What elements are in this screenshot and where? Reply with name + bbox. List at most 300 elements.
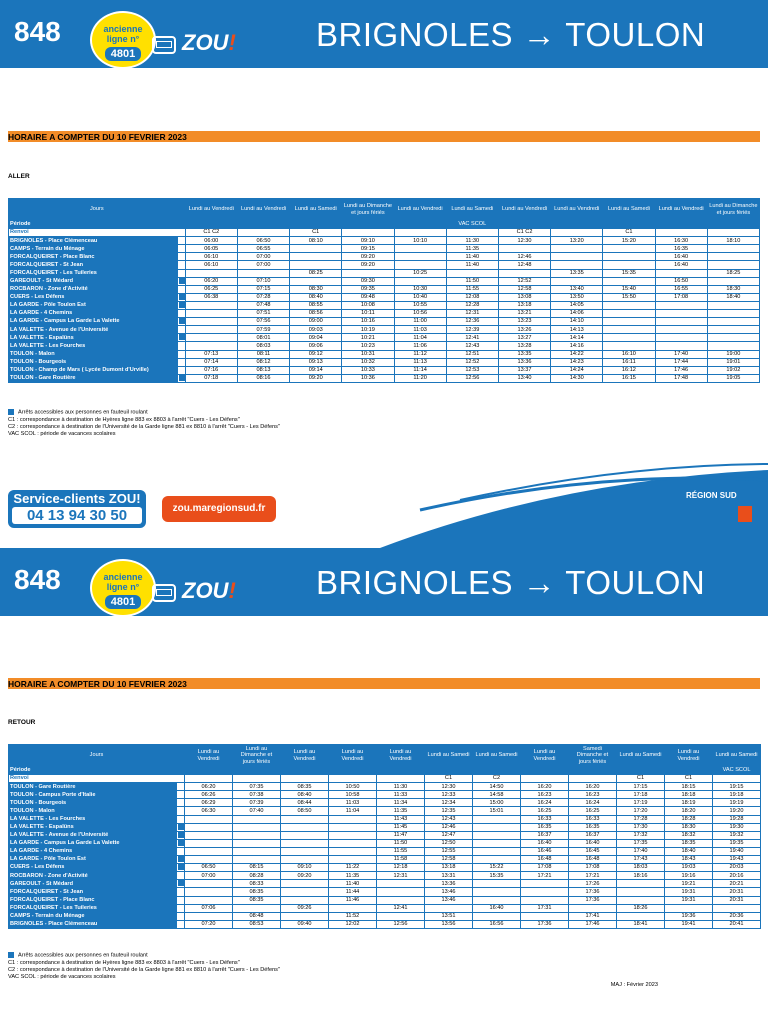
time-cell <box>617 912 665 920</box>
renvoi-label: Renvoi <box>9 229 186 237</box>
time-cell <box>377 880 425 888</box>
time-cell: 09:10 <box>281 864 329 872</box>
time-cell: 17:20 <box>617 807 665 815</box>
periode-cell <box>185 767 233 775</box>
time-cell: 12:35 <box>425 807 473 815</box>
time-cell <box>498 269 550 277</box>
time-cell: 16:37 <box>569 831 617 839</box>
renvoi-cell: C1 <box>665 775 713 783</box>
time-cell: 12:08 <box>446 293 498 301</box>
time-cell: 11:03 <box>394 326 446 334</box>
wheelchair-icon <box>178 856 184 862</box>
time-cell <box>290 277 342 285</box>
periode-cell <box>551 221 603 229</box>
zou-logo: ZOU! <box>182 30 236 55</box>
direction-label: ALLER <box>8 173 30 180</box>
time-cell: 07:18 <box>185 374 237 382</box>
time-cell: 19:05 <box>707 374 759 382</box>
wheelchair-icon <box>179 318 185 324</box>
time-cell: 12:34 <box>425 799 473 807</box>
validity-text-2: HORAIRE A COMPTER DU 10 FEVRIER 2023 <box>8 679 187 689</box>
accessibility-cell <box>177 864 185 872</box>
stop-name: TOULON - Maïon <box>9 807 177 815</box>
time-cell: 11:04 <box>394 334 446 342</box>
table-row <box>9 253 760 261</box>
time-cell: 16:25 <box>521 807 569 815</box>
table-row <box>9 920 761 928</box>
renvoi-cell <box>329 775 377 783</box>
table-row <box>9 807 761 815</box>
time-cell: 16:20 <box>569 783 617 791</box>
time-cell: 08:01 <box>237 334 289 342</box>
time-cell <box>551 261 603 269</box>
time-cell: 10:58 <box>329 791 377 799</box>
day-header: Lundi au Vendredi <box>329 745 377 767</box>
table-row <box>9 783 761 791</box>
time-cell: 13:35 <box>551 269 603 277</box>
time-cell: 16:40 <box>655 253 707 261</box>
time-cell: 18:32 <box>665 831 713 839</box>
time-cell <box>473 831 521 839</box>
time-cell: 09:40 <box>281 920 329 928</box>
time-cell: 08:55 <box>290 301 342 309</box>
time-cell <box>377 888 425 896</box>
stop-name: LA VALETTE - Les Fourches <box>9 815 177 823</box>
accessibility-cell <box>177 366 185 374</box>
time-cell <box>329 904 377 912</box>
time-cell: 17:31 <box>521 904 569 912</box>
time-cell: 11:22 <box>329 864 377 872</box>
time-cell: 11:03 <box>329 799 377 807</box>
time-cell <box>473 823 521 831</box>
time-cell: 18:15 <box>665 783 713 791</box>
table-row <box>9 350 760 358</box>
time-cell <box>603 326 655 334</box>
time-cell: 16:40 <box>655 261 707 269</box>
table-row <box>9 318 760 326</box>
time-cell: 09:20 <box>342 253 394 261</box>
time-cell: 16:23 <box>521 791 569 799</box>
time-cell: 06:26 <box>185 791 233 799</box>
time-cell <box>473 815 521 823</box>
time-cell <box>655 269 707 277</box>
time-cell: 16:45 <box>569 847 617 855</box>
time-cell <box>617 888 665 896</box>
time-cell: 19:31 <box>665 896 713 904</box>
time-cell: 14:50 <box>473 783 521 791</box>
time-cell <box>185 815 233 823</box>
stop-name: FORCALQUEIRET - Les Tuileries <box>9 269 178 277</box>
service-clients-box[interactable] <box>8 490 146 528</box>
time-cell <box>281 823 329 831</box>
time-cell: 20:21 <box>713 880 761 888</box>
accessibility-cell <box>177 350 185 358</box>
time-cell <box>281 847 329 855</box>
time-cell <box>707 334 759 342</box>
time-cell: 11:06 <box>394 342 446 350</box>
time-cell: 17:32 <box>617 831 665 839</box>
periode-label: Période <box>9 767 185 775</box>
periode-cell: VAC SCOL <box>713 767 761 775</box>
time-cell: 13:18 <box>425 864 473 872</box>
periode-cell <box>473 767 521 775</box>
time-cell <box>707 318 759 326</box>
time-cell: 14:58 <box>473 791 521 799</box>
time-cell: 12:52 <box>446 358 498 366</box>
table-row <box>9 269 760 277</box>
time-cell: 17:46 <box>655 366 707 374</box>
renvoi-cell <box>377 775 425 783</box>
time-cell: 17:36 <box>569 888 617 896</box>
time-cell <box>394 253 446 261</box>
renvoi-cell <box>237 229 289 237</box>
time-cell: 08:11 <box>237 350 289 358</box>
region-flag-icon <box>738 506 752 522</box>
accessibility-cell <box>177 374 185 382</box>
time-cell: 17:19 <box>617 799 665 807</box>
time-cell: 08:16 <box>237 374 289 382</box>
time-cell: 11:55 <box>446 285 498 293</box>
time-cell: 12:39 <box>446 326 498 334</box>
stop-name: LA VALETTE - Espalüns <box>9 823 177 831</box>
stop-name: FORCALQUEIRET - St Jean <box>9 261 178 269</box>
time-cell: 17:40 <box>655 350 707 358</box>
periode-label: Période <box>9 221 186 229</box>
time-cell: 15:01 <box>473 807 521 815</box>
time-cell: 14:13 <box>551 326 603 334</box>
day-header: Lundi au Samedi <box>617 745 665 767</box>
day-header: Lundi au Dimanche et jours fériés <box>342 199 394 221</box>
stop-name: LA VALETTE - Avenue de l'Université <box>9 326 178 334</box>
time-cell: 12:46 <box>498 253 550 261</box>
time-cell <box>233 831 281 839</box>
time-cell <box>707 277 759 285</box>
time-cell: 07:51 <box>237 310 289 318</box>
route-title: BRIGNOLES → TOULON <box>316 16 706 53</box>
stop-name: TOULON - Maïon <box>9 350 178 358</box>
day-header: Lundi au Vendredi <box>377 745 425 767</box>
accessibility-cell <box>177 896 185 904</box>
time-cell: 09:06 <box>290 342 342 350</box>
day-header: Lundi au Vendredi <box>281 745 329 767</box>
accessibility-cell <box>177 269 185 277</box>
update-date: MAJ : Février 2023 <box>610 982 658 988</box>
time-cell <box>281 896 329 904</box>
time-cell: 07:14 <box>185 358 237 366</box>
time-cell: 12:36 <box>446 318 498 326</box>
renvoi-cell <box>394 229 446 237</box>
time-cell: 08:25 <box>290 269 342 277</box>
time-cell: 20:41 <box>713 920 761 928</box>
time-cell: 10:40 <box>394 293 446 301</box>
time-cell <box>498 245 550 253</box>
service-phone[interactable]: 04 13 94 30 50 <box>12 507 142 524</box>
periode-cell <box>377 767 425 775</box>
periode-cell <box>665 767 713 775</box>
time-cell: 19:35 <box>713 839 761 847</box>
time-cell <box>185 310 237 318</box>
header-banner-2 <box>0 548 768 616</box>
time-cell: 11:04 <box>329 807 377 815</box>
time-cell <box>603 334 655 342</box>
time-cell <box>655 342 707 350</box>
stop-name: LA VALETTE - Avenue de l'Université <box>9 831 177 839</box>
periode-row <box>9 767 761 775</box>
time-cell: 15:35 <box>473 872 521 880</box>
renvoi-cell: C1 <box>603 229 655 237</box>
time-cell: 11:14 <box>394 366 446 374</box>
time-cell <box>281 831 329 839</box>
time-cell: 13:23 <box>498 318 550 326</box>
time-cell: 09:00 <box>290 318 342 326</box>
time-cell: 08:48 <box>233 912 281 920</box>
wheelchair-icon <box>178 840 184 846</box>
time-cell: 07:38 <box>233 791 281 799</box>
time-cell <box>185 342 237 350</box>
stop-name: TOULON - Bourgeois <box>9 799 177 807</box>
time-cell: 11:40 <box>329 880 377 888</box>
time-cell <box>655 310 707 318</box>
stop-name: BRIGNOLES - Place Clémenceau <box>9 920 177 928</box>
table-row <box>9 799 761 807</box>
time-cell: 06:05 <box>185 245 237 253</box>
time-cell: 12:56 <box>446 374 498 382</box>
time-cell: 12:51 <box>446 350 498 358</box>
time-cell: 18:25 <box>707 269 759 277</box>
time-cell: 16:35 <box>655 245 707 253</box>
time-cell: 12:30 <box>498 237 550 245</box>
accessibility-cell <box>177 847 185 855</box>
time-cell: 16:40 <box>521 839 569 847</box>
renvoi-cell <box>707 229 759 237</box>
time-cell <box>603 261 655 269</box>
time-cell: 06:29 <box>185 799 233 807</box>
time-cell <box>185 880 233 888</box>
time-cell <box>185 831 233 839</box>
day-header: Lundi au Vendredi <box>655 199 707 221</box>
wheelchair-icon <box>179 278 185 284</box>
time-cell: 12:50 <box>425 839 473 847</box>
website-link[interactable]: zou.maregionsud.fr <box>162 496 276 522</box>
time-cell: 11:33 <box>377 791 425 799</box>
stop-name: LA GARDE - 4 Chemins <box>9 310 178 318</box>
time-cell: 08:03 <box>237 342 289 350</box>
time-cell <box>707 253 759 261</box>
time-cell: 11:35 <box>377 807 425 815</box>
time-cell: 08:35 <box>233 896 281 904</box>
time-cell <box>617 896 665 904</box>
time-cell <box>603 245 655 253</box>
header-row <box>9 745 761 767</box>
time-cell: 08:56 <box>290 310 342 318</box>
time-cell <box>377 912 425 920</box>
periode-cell <box>329 767 377 775</box>
time-cell: 15:50 <box>603 293 655 301</box>
wheelchair-icon <box>179 334 185 340</box>
time-cell <box>603 253 655 261</box>
renvoi-cell <box>569 775 617 783</box>
stop-name: LA GARDE - 4 Chemins <box>9 847 177 855</box>
time-cell: 11:50 <box>446 277 498 285</box>
time-cell: 07:48 <box>237 301 289 309</box>
table-row <box>9 880 761 888</box>
time-cell: 07:00 <box>185 872 233 880</box>
stop-name: LA VALETTE - Espalüns <box>9 334 178 342</box>
table-row <box>9 358 760 366</box>
time-cell: 06:50 <box>237 237 289 245</box>
renvoi-cell <box>655 229 707 237</box>
time-cell: 11:35 <box>446 245 498 253</box>
time-cell: 19:19 <box>713 799 761 807</box>
time-cell: 16:50 <box>655 277 707 285</box>
table-row <box>9 310 760 318</box>
accessibility-cell <box>177 293 185 301</box>
time-cell: 19:30 <box>713 823 761 831</box>
time-cell: 16:33 <box>569 815 617 823</box>
day-header: Lundi au Samedi <box>425 745 473 767</box>
table-row <box>9 374 760 382</box>
accessibility-cell <box>177 334 185 342</box>
time-cell: 14:05 <box>551 301 603 309</box>
aller-timetable <box>8 198 760 383</box>
time-cell <box>551 245 603 253</box>
table-row <box>9 912 761 920</box>
time-cell: 18:10 <box>707 237 759 245</box>
time-cell <box>603 342 655 350</box>
accessibility-cell <box>177 912 185 920</box>
time-cell: 08:40 <box>290 293 342 301</box>
time-cell: 16:46 <box>521 847 569 855</box>
wheelchair-icon <box>179 302 185 308</box>
time-cell: 13:28 <box>498 342 550 350</box>
time-cell <box>233 847 281 855</box>
table-row <box>9 326 760 334</box>
stop-name: LA VALETTE - Les Fourches <box>9 342 178 350</box>
wheelchair-icon <box>178 880 184 886</box>
time-cell: 12:55 <box>425 847 473 855</box>
time-cell: 19:41 <box>665 920 713 928</box>
accessibility-cell <box>177 831 185 839</box>
time-cell <box>281 880 329 888</box>
time-cell: 11:13 <box>394 358 446 366</box>
time-cell: 17:08 <box>569 864 617 872</box>
validity-text: HORAIRE A COMPTER DU 10 FEVRIER 2023 <box>8 132 187 142</box>
time-cell: 11:35 <box>329 872 377 880</box>
time-cell <box>281 888 329 896</box>
renvoi-cell <box>446 229 498 237</box>
time-cell: 18:26 <box>617 904 665 912</box>
time-cell: 18:40 <box>707 293 759 301</box>
time-cell: 12:43 <box>446 342 498 350</box>
line-number: 848 <box>14 16 61 47</box>
periode-cell <box>342 221 394 229</box>
time-cell: 17:36 <box>569 896 617 904</box>
time-cell: 11:40 <box>446 261 498 269</box>
bus-icon <box>152 36 176 54</box>
time-cell: 09:15 <box>342 245 394 253</box>
time-cell <box>290 253 342 261</box>
time-cell: 09:12 <box>290 350 342 358</box>
accessibility-cell <box>177 856 185 864</box>
bus-icon <box>152 584 176 602</box>
day-header: Lundi au Samedi <box>473 745 521 767</box>
time-cell: 10:30 <box>394 285 446 293</box>
time-cell: 13:40 <box>498 374 550 382</box>
time-cell <box>425 904 473 912</box>
time-cell: 13:50 <box>551 293 603 301</box>
time-cell <box>394 277 446 285</box>
time-cell: 17:40 <box>617 847 665 855</box>
time-cell: 13:51 <box>425 912 473 920</box>
time-cell: 09:30 <box>342 277 394 285</box>
time-cell: 08:12 <box>237 358 289 366</box>
time-cell: 17:30 <box>617 823 665 831</box>
time-cell: 16:35 <box>521 823 569 831</box>
stop-name: CAMPS - Terrain du Ménage <box>9 912 177 920</box>
time-cell: 16:24 <box>569 799 617 807</box>
badge-text-1: ancienne <box>103 24 143 34</box>
time-cell: 11:43 <box>377 815 425 823</box>
time-cell <box>665 904 713 912</box>
renvoi-cell: C2 <box>473 775 521 783</box>
time-cell: 07:59 <box>237 326 289 334</box>
day-header: Lundi au Vendredi <box>498 199 550 221</box>
time-cell: 12:31 <box>377 872 425 880</box>
accessibility-cell <box>177 799 185 807</box>
time-cell <box>290 261 342 269</box>
time-cell <box>713 904 761 912</box>
time-cell: 12:47 <box>425 831 473 839</box>
wheelchair-icon <box>8 409 14 415</box>
time-cell: 17:43 <box>617 856 665 864</box>
time-cell: 07:10 <box>237 277 289 285</box>
time-cell: 07:13 <box>185 350 237 358</box>
retour-timetable <box>8 744 761 929</box>
time-cell: 19:31 <box>665 888 713 896</box>
time-cell <box>521 880 569 888</box>
table-row <box>9 823 761 831</box>
table-row <box>9 856 761 864</box>
jours-header: Jours <box>9 745 185 767</box>
time-cell: 11:46 <box>329 896 377 904</box>
time-cell: 16:20 <box>521 783 569 791</box>
time-cell <box>329 823 377 831</box>
time-cell <box>551 277 603 285</box>
time-cell: 12:18 <box>377 864 425 872</box>
time-cell: 13:27 <box>498 334 550 342</box>
time-cell <box>185 318 237 326</box>
table-row <box>9 245 760 253</box>
time-cell: 20:36 <box>713 912 761 920</box>
time-cell: 17:41 <box>569 912 617 920</box>
time-cell <box>707 326 759 334</box>
wheelchair-icon <box>8 952 14 958</box>
direction-label-2: RETOUR <box>8 719 36 726</box>
renvoi-cell <box>342 229 394 237</box>
time-cell: 18:18 <box>665 791 713 799</box>
time-cell: 16:12 <box>603 366 655 374</box>
periode-cell <box>237 221 289 229</box>
time-cell: 16:37 <box>521 831 569 839</box>
time-cell <box>655 301 707 309</box>
time-cell: 14:23 <box>551 358 603 366</box>
time-cell <box>233 904 281 912</box>
table-row <box>9 301 760 309</box>
stop-name: TOULON - Campus Porte d'Italie <box>9 791 177 799</box>
accessibility-cell <box>177 880 185 888</box>
time-cell <box>342 269 394 277</box>
stop-name: TOULON - Champ de Mars ( Lycée Dumont d'Urville) <box>9 366 178 374</box>
